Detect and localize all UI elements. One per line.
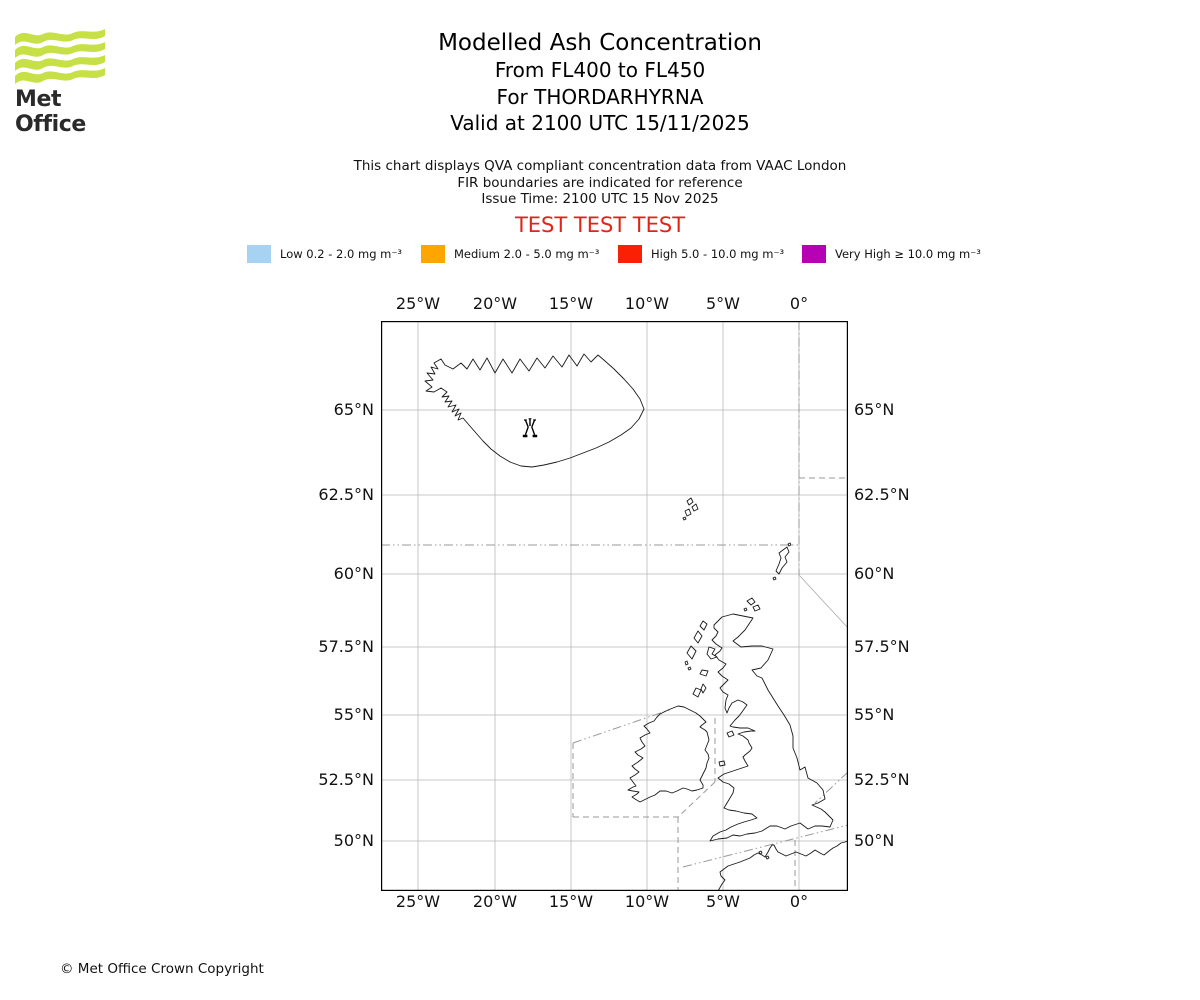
- legend-item-very-high: [802, 244, 981, 264]
- coastline-inner-hebrides: [693, 647, 717, 697]
- lat-tick-right: 50°N: [854, 831, 895, 850]
- legend-label-very-high: Very High ≥ 10.0 mg m⁻³: [835, 247, 981, 261]
- fir-boundary-channel-diag: [683, 825, 848, 867]
- legend-swatch-low: [247, 245, 271, 263]
- volcano-icon: [523, 419, 537, 436]
- test-banner: TEST TEST TEST: [514, 213, 686, 237]
- fir-boundary-celtic-diag: [678, 782, 715, 817]
- lon-tick-bottom: 5°W: [706, 892, 740, 911]
- lon-tick-top: 10°W: [624, 294, 670, 313]
- legend-swatch-very-high: [802, 245, 826, 263]
- lat-tick-left: 57.5°N: [318, 637, 374, 656]
- issue-time: Issue Time: 2100 UTC 15 Nov 2025: [481, 191, 719, 207]
- lon-tick-top: 0°: [789, 294, 809, 313]
- fir-boundary-diagonal-ne: [799, 575, 848, 628]
- page-title: Modelled Ash Concentration: [438, 30, 762, 56]
- lon-tick-bottom: 0°: [789, 892, 809, 911]
- coastlines: [425, 354, 848, 891]
- lon-tick-bottom: 20°W: [472, 892, 518, 911]
- lat-tick-right: 55°N: [854, 705, 895, 724]
- lat-tick-right: 62.5°N: [854, 485, 910, 504]
- lon-tick-bottom: 15°W: [548, 892, 594, 911]
- coastline-isle-of-man: [727, 731, 734, 737]
- valid-time-line: Valid at 2100 UTC 15/11/2025: [450, 111, 750, 135]
- fir-boundary-shannon-north: [573, 709, 672, 743]
- lon-tick-top: 15°W: [548, 294, 594, 313]
- lon-tick-bottom: 25°W: [395, 892, 441, 911]
- lon-tick-bottom: 10°W: [624, 892, 670, 911]
- legend-swatch-medium: [421, 245, 445, 263]
- coastline-france: [718, 841, 848, 891]
- volcano-sides: [525, 427, 534, 435]
- legend-label-medium: Medium 2.0 - 5.0 mg m⁻³: [454, 247, 600, 261]
- volcano-name-line: For THORDARHYRNA: [496, 84, 704, 109]
- coastline-shetland: [773, 543, 791, 580]
- map-canvas: [381, 321, 848, 891]
- qva-note: This chart displays QVA compliant concentration data from VAAC London: [353, 158, 847, 174]
- coastline-orkney: [744, 598, 760, 611]
- lat-tick-right: 52.5°N: [854, 770, 910, 789]
- lat-tick-left: 52.5°N: [318, 770, 374, 789]
- legend-label-low: Low 0.2 - 2.0 mg m⁻³: [280, 247, 403, 261]
- lat-tick-left: 50°N: [333, 831, 374, 850]
- legend-item-high: [618, 244, 784, 264]
- header: [0, 30, 1200, 137]
- fir-note: FIR boundaries are indicated for reference: [457, 174, 743, 191]
- copyright-text: © Met Office Crown Copyright: [60, 961, 264, 977]
- met-office-wordmark: Met Office: [15, 87, 86, 137]
- coastline-faroe-islands: [683, 498, 698, 520]
- notes: [0, 158, 1200, 208]
- lon-tick-top: 20°W: [472, 294, 518, 313]
- legend-swatch-high: [618, 245, 642, 263]
- legend-label-high: High 5.0 - 10.0 mg m⁻³: [651, 247, 785, 261]
- lat-tick-right: 57.5°N: [854, 637, 910, 656]
- lat-tick-left: 55°N: [333, 705, 374, 724]
- lat-tick-right: 65°N: [854, 400, 895, 419]
- lat-tick-left: 60°N: [333, 564, 374, 583]
- coastline-outer-hebrides: [685, 621, 707, 670]
- flight-level-range: From FL400 to FL450: [494, 58, 706, 82]
- coastline-great-britain: [710, 614, 833, 841]
- legend-item-medium: [421, 244, 599, 264]
- legend-item-low: [247, 244, 402, 264]
- lon-tick-top: 25°W: [395, 294, 441, 313]
- lat-tick-left: 65°N: [333, 400, 374, 419]
- lon-tick-top: 5°W: [706, 294, 740, 313]
- map-border: [382, 322, 848, 891]
- coastline-anglesey: [719, 761, 725, 766]
- lat-tick-left: 62.5°N: [318, 485, 374, 504]
- coastline-iceland: [425, 354, 644, 467]
- fir-boundary-dover-diag: [815, 772, 848, 803]
- lat-tick-right: 60°N: [854, 564, 895, 583]
